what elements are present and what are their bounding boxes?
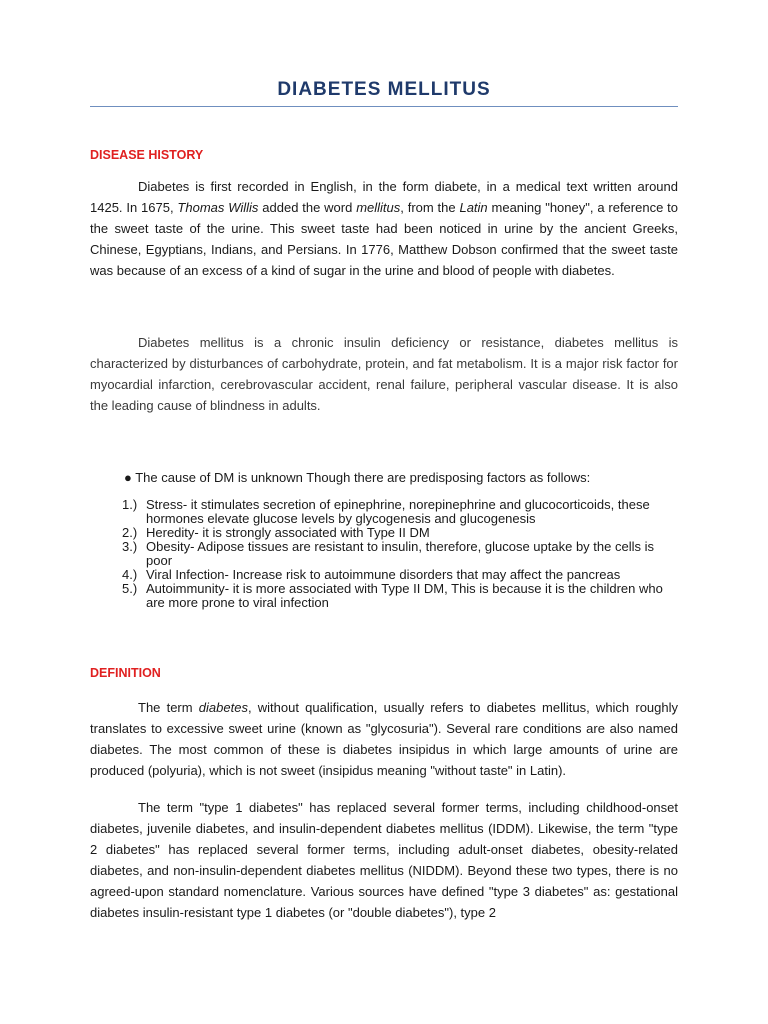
factor-text: Autoimmunity- it is more associated with Type II DM, This is because it is the children who are more prone to viral infection [146, 581, 663, 610]
factor-list-item [122, 526, 682, 540]
definition-paragraph-2: The term "type 1 diabetes" has replaced several former terms, including childhood-onset diabetes, juvenile diabetes, and insulin-dependent diabetes mellitus (IDDM). Likewise, the term "type 2 diabetes" has replaced several former terms, including adult-onset diabetes, obesity-related diabetes, and non-insulin-dependent diabetes mellitus (NIDDM). Beyond these two types, there is no agreed-upon standard nomenclature. Various sources have defined "type 3 diabetes" as: gestational diabetes insulin-resistant type 1 diabetes (or "double diabetes"), type 2 [90, 800, 678, 920]
factor-number: 2.) [122, 525, 138, 540]
factor-text: Viral Infection- Increase risk to autoimmune disorders that may affect the pancreas [146, 567, 621, 582]
factor-list-item [122, 498, 682, 526]
factor-list-item [122, 540, 682, 568]
disease-history-heading: DISEASE HISTORY [90, 148, 204, 162]
factor-text: Heredity- it is strongly associated with Type II DM [146, 525, 430, 540]
factor-list-item [122, 568, 682, 582]
factor-number: 1.) [122, 497, 138, 512]
history-paragraph-2: Diabetes mellitus is a chronic insulin deficiency or resistance, diabetes mellitus is characterized by disturbances of carbohydrate, protein, and fat metabolism. It is a major risk factor for myocardial infarction, cerebrovascular accident, renal failure, peripheral vascular disease. It is also the leading cause of blindness in adults. [90, 335, 678, 413]
definition-paragraph-1: The term diabetes, without qualification, usually refers to diabetes mellitus, which roughly translates to excessive sweet urine (known as "glycosuria"). Several rare conditions are also named diabetes. The most common of these is diabetes insipidus in which large amounts of urine are produced (polyuria), which is not sweet (insipidus meaning "without taste" in Latin). [90, 700, 678, 778]
title-divider [90, 106, 678, 107]
predisposing-factors-list [122, 498, 682, 610]
definition-heading: DEFINITION [90, 666, 161, 680]
factor-text: Obesity- Adipose tissues are resistant to insulin, therefore, glucose uptake by the cells is poor [146, 539, 654, 568]
history-paragraph-1: Diabetes is first recorded in English, in the form diabete, in a medical text written around 1425. In 1675, Thomas Willis added the word mellitus, from the Latin meaning "honey", a reference to the sweet taste of the urine. This sweet taste had been noticed in urine by the ancient Greeks, Chinese, Egyptians, Indians, and Persians. In 1776, Matthew Dobson confirmed that the sweet taste was because of an excess of a kind of sugar in the urine and blood of people with diabetes. [90, 179, 678, 278]
factor-number: 5.) [122, 581, 138, 596]
predisposing-factors-intro: ● The cause of DM is unknown Though there are predisposing factors as follows: [124, 470, 591, 485]
factor-number: 4.) [122, 567, 138, 582]
factor-text: Stress- it stimulates secretion of epinephrine, norepinephrine and glucocorticoids, these hormones elevate glucose levels by glycogenesis and glucogenesis [146, 497, 650, 526]
factor-list-item [122, 582, 682, 610]
page-title: DIABETES MELLITUS [277, 79, 491, 100]
factor-number: 3.) [122, 539, 138, 554]
